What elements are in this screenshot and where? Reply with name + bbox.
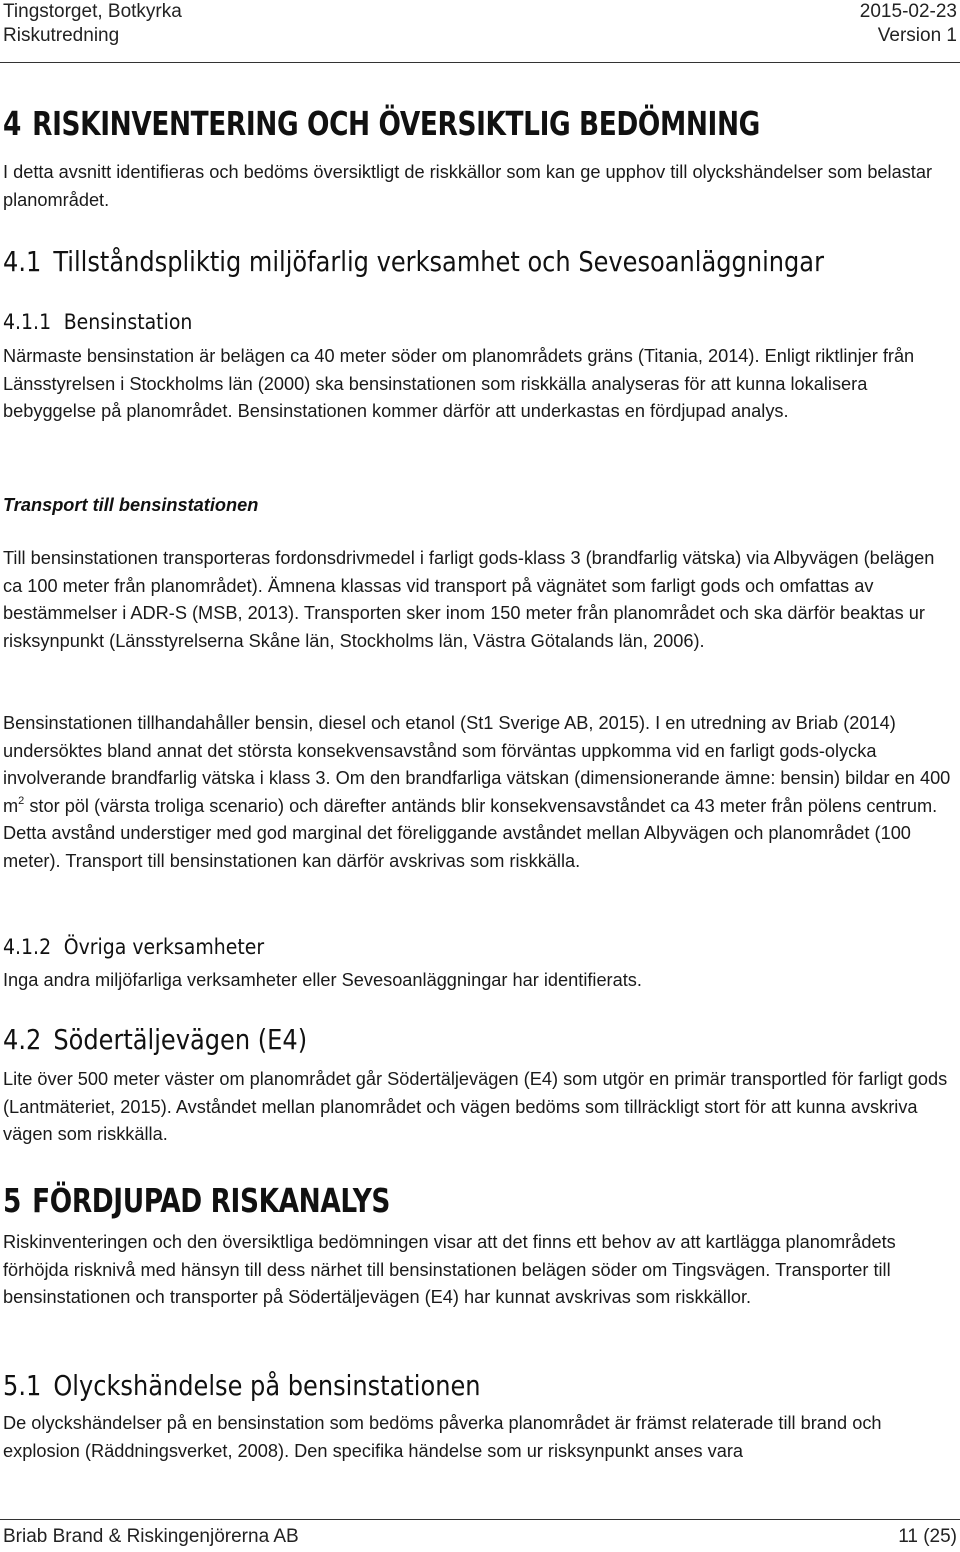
section-4-intro: I detta avsnitt identifieras och bedöms översiktligt de riskkällor som kan ge upphov till olyckshändelser som belastar planområdet.	[3, 162, 933, 210]
section-title: FÖRDJUPAD RISKANALYS	[32, 1181, 391, 1220]
supply-text-part1: Bensinstationen tillhandahåller bensin, diesel och etanol (St1 Sverige AB, 2015). I en utredning av Briab (2014) undersöktes bland annat det största konsekvensavstånd som förväntas uppkomma vid en farligt gods-olycka involverande brandfarlig vätska i klass 3. Om den brandfarliga vätskan (dimensionerande ämne: bensin) bildar en 400 m	[3, 713, 951, 816]
transport-subheading: Transport till bensinstationen	[3, 495, 259, 515]
header-doc-type: Riskutredning	[3, 25, 120, 46]
e4-paragraph: Lite över 500 meter väster om planområdet går Södertäljevägen (E4) som utgör en primär transportled för farligt gods (Lantmäteriet, 2015). Avståndet mellan planområdet och vägen bedöms som tillräckligt stort för att kunna avskriva vägen som riskkälla.	[3, 1069, 948, 1144]
header-version: Version 1	[877, 25, 957, 46]
section-title: Södertäljevägen (E4)	[53, 1023, 308, 1056]
section-number: 4.1.1	[3, 310, 52, 334]
section-number: 5	[3, 1181, 21, 1220]
footer-company: Briab Brand & Riskingenjörerna AB	[3, 1526, 299, 1547]
header-project: Tingstorget, Botkyrka	[3, 1, 182, 22]
section-title: Bensinstation	[63, 310, 193, 334]
section-title: Övriga verksamheter	[63, 935, 265, 959]
section-title: Tillståndspliktig miljöfarlig verksamhet och Sevesoanläggningar	[53, 245, 824, 278]
section-5-1-paragraph: De olyckshändelser på en bensinstation som bedöms påverka planområdet är främst relaterade till brand och explosion (Räddningsverket, 2008). Den specifika händelse som ur risksynpunkt anses vara	[3, 1413, 882, 1461]
header-divider	[0, 62, 960, 63]
section-number: 4.2	[3, 1023, 42, 1056]
section-number: 4	[3, 104, 21, 143]
supply-text-part2: stor pöl (värsta troliga scenario) och därefter antänds blir konsekvensavståndet ca 43 meter från pölens centrum. Detta avstånd understiger med god marginal det föreliggande avståndet mellan Albyvägen och planområdet (100 meter). Transport till bensinstationen kan därför avskrivas som riskkälla.	[3, 795, 938, 871]
section-5-heading	[3, 1181, 390, 1221]
section-4-1-2-heading	[3, 933, 264, 961]
section-4-1-1-heading	[3, 308, 192, 336]
page-header	[3, 0, 957, 48]
footer-page-number: 11 (25)	[898, 1526, 957, 1547]
section-4-1-heading	[3, 245, 824, 279]
superscript: 2	[18, 794, 25, 807]
section-number: 4.1.2	[3, 935, 52, 959]
section-5-1-heading	[3, 1369, 481, 1403]
supply-paragraph	[3, 710, 955, 875]
header-date: 2015-02-23	[859, 1, 957, 22]
footer-divider	[0, 1519, 960, 1520]
section-number: 4.1	[3, 245, 42, 278]
section-4-heading	[3, 104, 760, 144]
section-5-paragraph: Riskinventeringen och den översiktliga bedömningen visar att det finns ett behov av att kartlägga planområdets förhöjda risknivå med hänsyn till dess närhet till bensinstationen belägen söder om Tingsvägen. Transporter till bensinstationen och transporter på Södertäljevägen (E4) har kunnat avskrivas som riskkällor.	[3, 1232, 896, 1307]
section-number: 5.1	[3, 1369, 42, 1402]
section-title: Olyckshändelse på bensinstationen	[53, 1369, 481, 1402]
section-4-2-heading	[3, 1023, 307, 1057]
section-title: RISKINVENTERING OCH ÖVERSIKTLIG BEDÖMNING	[32, 104, 760, 143]
bensinstation-paragraph: Närmaste bensinstation är belägen ca 40 meter söder om planområdets gräns (Titania, 2014). Enligt riktlinjer från Länsstyrelsen i Stockholms län (2000) ska bensinstationen som riskkälla analyseras för att kunna lokalisera bebyggelse på planområdet. Bensinstationen kommer därför att underkastas en fördjupad analys.	[3, 346, 915, 421]
page-footer	[3, 1525, 957, 1549]
transport-paragraph: Till bensinstationen transporteras fordonsdrivmedel i farligt gods-klass 3 (brandfarlig vätska) via Albyvägen (belägen ca 100 meter från planområdet). Ämnena klassas vid transport på vägnätet som farligt gods och omfattas av bestämmelser i ADR-S (MSB, 2013). Transporten sker inom 150 meter från planområdet och ska därför beaktas ur risksynpunkt (Länsstyrelserna Skåne län, Stockholms län, Västra Götalands län, 2006).	[3, 548, 935, 651]
other-activities-paragraph: Inga andra miljöfarliga verksamheter eller Sevesoanläggningar har identifierats.	[3, 970, 642, 990]
